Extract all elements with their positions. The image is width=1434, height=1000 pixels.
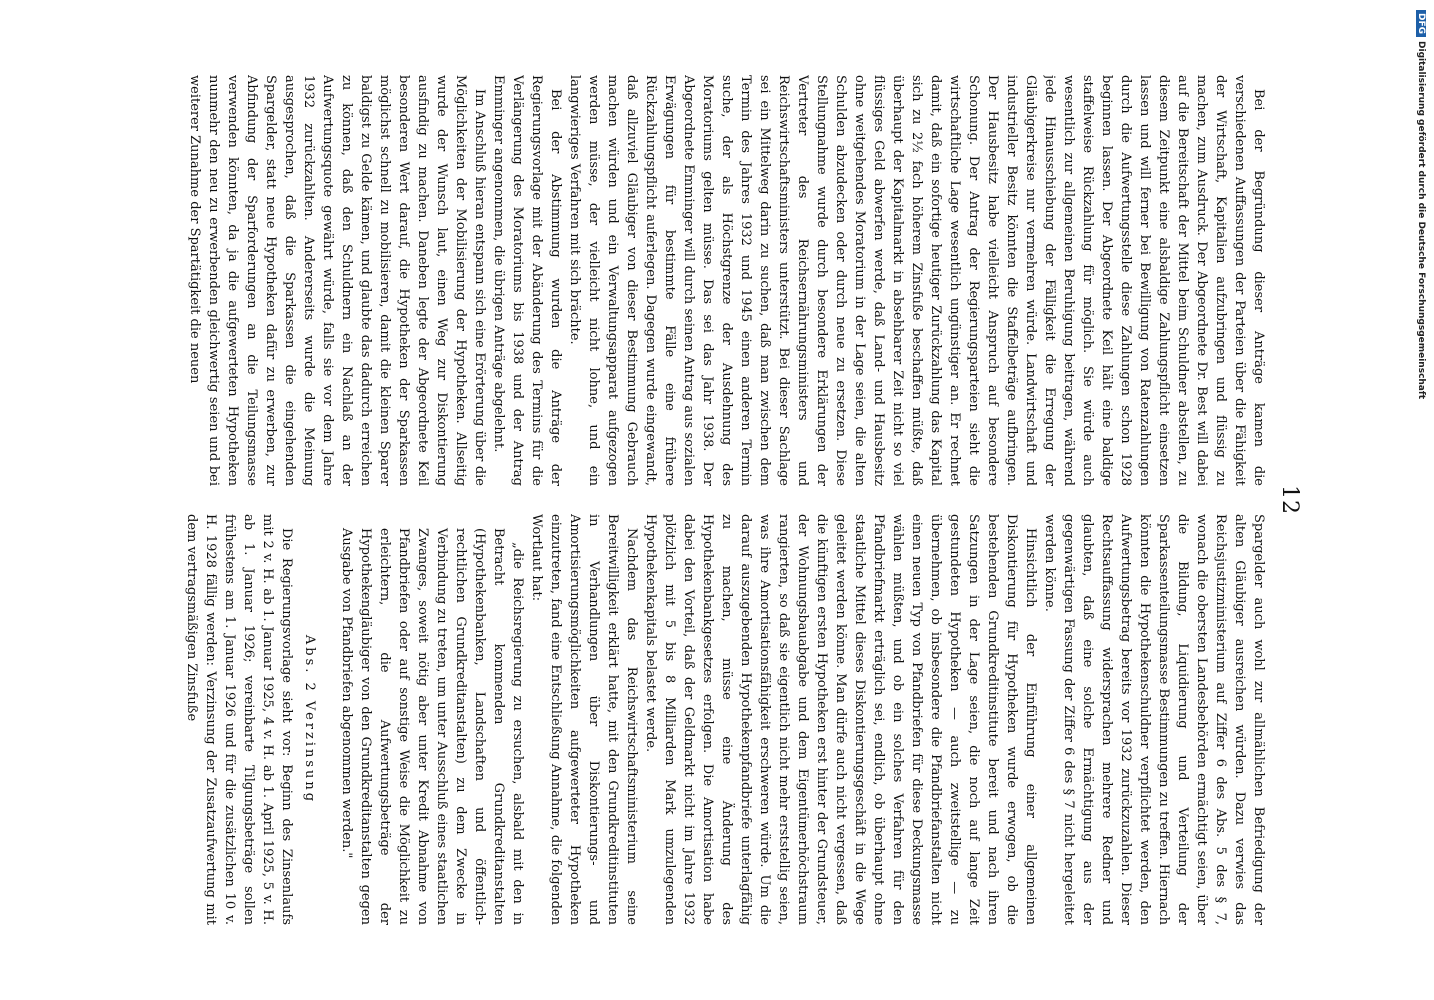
quote-text: „die Reichsregierung zu ersuchen, alsbald mit den in Betracht kommenden Grundkreditanstalten (Hypothekenbanken, Landschaften und öffentlich-rechtlichen Grundkreditanstalten) zu dem Zwecke in Verbindung zu treten, um unter Ausschluß eines staatlichen Zwanges, soweit nötig aber unter Kredit Abnahme von Pfandbriefen oder auf sonstige Weise die Möglichkeit zu erleichtern, die Aufwertungsbeträge der Hypothekengläubiger von den Grundkreditanstalten gegen Ausgabe von Pfandbriefen abgenommen werden." [339, 528, 525, 925]
paragraph: Die Regierungsvorlage sieht vor: Beginn des Zinsenlaufs mit 2 v. H. ab 1. Januar 1925, 4 v. H. ab 1. April 1925, 5 v. H. ab 1. Januar 1926; vereinbarte Tilgungsbeträge sollen frühestens am 1. Januar 1926 und für die zusätzlichen 10 v. H. 1928 fällig werden: Verzinsung der Zusatzaufwertung mit dem vertragsmäßigen Zinsfuße [184, 514, 294, 925]
dfg-logo: DFG [1416, 10, 1426, 37]
paragraph: Nachdem das Reichswirtschaftsministerium seine Bereitwilligkeit erklärt hatte, mit den Grundkreditinstituten in Verhandlungen über Diskontierungs- und Amortisierungsmöglichkeiten aufgewerteter Hypotheken einzutreten, fand eine Entschließung Annahme, die folgenden Wortlaut hat: [529, 514, 639, 925]
section-heading: Abs. 2 Verzinsung [302, 634, 317, 805]
left-column [118, 75, 1268, 486]
text-columns [118, 75, 1268, 925]
paragraph: Spargelder auch wohl zur allmählichen Befriedigung der alten Gläubiger ausreichen würden. Dazu verwies das Reichsjustizministerium auf Ziffer 6 des Abs. 5 des § 7, wonach die obersten Landesbehörden ermächtigt seien, über die Bildung, Liquidierung und Verteilung der Sparkassenteilungsmasse Bestimmungen zu treffen. Hiernach könnten die Hypothekenschuldner verpflichtet werden, den Aufwertungsbetrag bereits vor 1932 zurückzuzahlen. Dieser Rechtsauffassung widersprachen mehrere Redner und glaubten, daß eine solche Ermächtigung aus der gegenwärtigen Fassung der Ziffer 6 des § 7 nicht hergeleitet werden könne. [1042, 514, 1266, 925]
paragraph: Bei der Begründung dieser Anträge kamen die verschiedenen Auffassungen der Parteien über die Fähigkeit der Wirtschaft, Kapitalien aufzubringen und flüssig zu machen, zum Ausdruck. Der Abgeordnete Dr. Best will dabei auf die Bereitschaft der Mittel beim Schuldner abstellen, zu diesem Zeitpunkt eine alsbaldige Zahlungspflicht einsetzen lassen und will ferner bei Bewilligung von Ratenzahlungen durch die Aufwertungsstelle diese Zahlungen schon 1928 beginnen lassen. Der Abgeordnete Keil hält eine baldige staffelweise Rückzahlung für möglich. Sie würde auch wesentlich zur allgemeinen Beruhigung beitragen, während jede Hinausschiebung der Fälligkeit die Erregung der Gläubigerkreise nur vermehren würde. Landwirtschaft und industrieller Besitz könnten die Staffelbeträge aufbringen. Der Hausbesitz habe vielleicht Anspruch auf besondere Schonung. Der Antrag der Regierungsparteien sieht die wirtschaftliche Lage wesentlich ungünstiger an. Er rechnet damit, daß ein sofortige heutiger Zurückzahlung das Kapital sich zu 2½ fach höherem Zinsfuße beschaffen müßte, daß überhaupt der Kapitalmarkt in absehbarer Zeit nicht so viel flüssiges Geld abwerfen werde, daß Land- und Hausbesitz ohne weitgehendes Moratorium in der Lage seien, die alten Schulden abzudecken oder durch neue zu ersetzen. Diese Stellungnahme wurde durch besondere Erklärungen der Vertreter des Reichsernährungsministers und Reichswirtschaftsministers unterstützt. Bei dieser Sachlage sei ein Mittelweg darin zu suchen, daß man zwischen dem Termin des Jahres 1932 und 1945 einen anderen Termin suche, der als Höchstgrenze der Ausdehnung des Moratoriums gelten müsse. Das sei das Jahr 1938. Der Abgeordnete Emminger will durch seinen Antrag aus sozialen Erwägungen für bestimmte Fälle eine frühere Rückzahlungspflicht auferlegen. Dagegen wurde eingewandt, daß allzuviel Gläubiger von dieser Bestimmung Gebrauch machen würden und ein Verwaltungsapparat aufgezogen werden müsse, der vielleicht nicht lohne, und ein langwieriges Verfahren mit sich brächte. [567, 75, 1266, 486]
right-column [118, 514, 1268, 925]
attribution-strip [1412, 0, 1430, 1000]
resolution-quote [337, 528, 527, 925]
page-content [113, 75, 1308, 925]
attribution-text [1416, 10, 1426, 399]
attribution-label: Digitalisierung gefördert durch die Deutsche Forschungsgemeinschaft [1416, 41, 1426, 400]
document-page [113, 75, 1308, 925]
paragraph: Bei der Abstimmung wurden die Anträge der Regierungsvorlage mit der Abänderung des Termins für die Verlängerung des Moratoriums bis 1938 und der Antrag Emminger angenommen, die übrigen Anträge abgelehnt. [491, 75, 563, 486]
paragraph: Hinsichtlich der Einführung einer allgemeinen Diskontierung für Hypotheken wurde erwogen, ob die bestehenden Grundkreditinstitute bereit und nach ihren Satzungen in der Lage seien, die noch auf lange Zeit gestundeten Hypotheken — auch zweitstellige — zu übernehmen, ob insbesondere die Pfandbriefanstalten nicht einen neuen Typ von Pfandbriefen für diese Deckungsmasse wählen müßten, und ob ein solches Verfahren für den Pfandbriefmarkt erträglich sei, endlich, ob überhaupt ohne staatliche Mittel dieses Diskontierungsgeschäft in die Wege geleitet werden könne. Man dürfe auch nicht vergessen, daß die künftigen ersten Hypotheken erst hinter der Grundsteuer, der Wohnungsbauabgabe und dem Eigentümerhöchstraum rangierten, so daß sie eigentlich nicht mehr erststellig seien, was ihre Amortisationsfähigkeit erschweren würde. Um die darauf auszugebenden Hypothekenpfandbriefe unterlagfähig zu machen, müsse eine Änderung des Hypothekenbankgesetzes erfolgen. Die Amortisation habe dabei den Vorteil, daß der Geldmarkt nicht im Jahre 1932 plötzlich mit 5 bis 8 Milliarden Mark umzulegenden Hypothekenkapitals belastet werde. [643, 514, 1038, 925]
page-number: 12 [1277, 485, 1302, 515]
paragraph: Im Anschluß hieran entspann sich eine Erörterung über die Möglichkeiten der Mobilisierung der Hypotheken. Allseitig wurde der Wunsch laut, einen Weg zur Diskontierung ausfindig zu machen. Daneben legte der Abgeordnete Keil besonderen Wert darauf, die Hypotheken der Sparkassen möglichst schnell zu mobilisieren, damit die kleinen Sparer baldigst zu Gelde kämen, und glaubte das dadurch erreichen zu können, daß den Schuldnern ein Nachlaß an der Aufwertungsquote gewährt würde, falls sie vor dem Jahre 1932 zurückzahlten. Andererseits wurde die Meinung ausgesprochen, daß die Sparkassen die eingehenden Spargelder, statt neue Hypotheken dafür zu erwerben, zur Abfindung der Sparforderungen an die Teilungsmasse verwenden könnten, da ja die aufgewerteten Hypotheken nunmehr den neu zu erwerbenden gleichwertig seien und bei weiterer Zunahme der Spartätigkeit die neuen [187, 75, 487, 486]
